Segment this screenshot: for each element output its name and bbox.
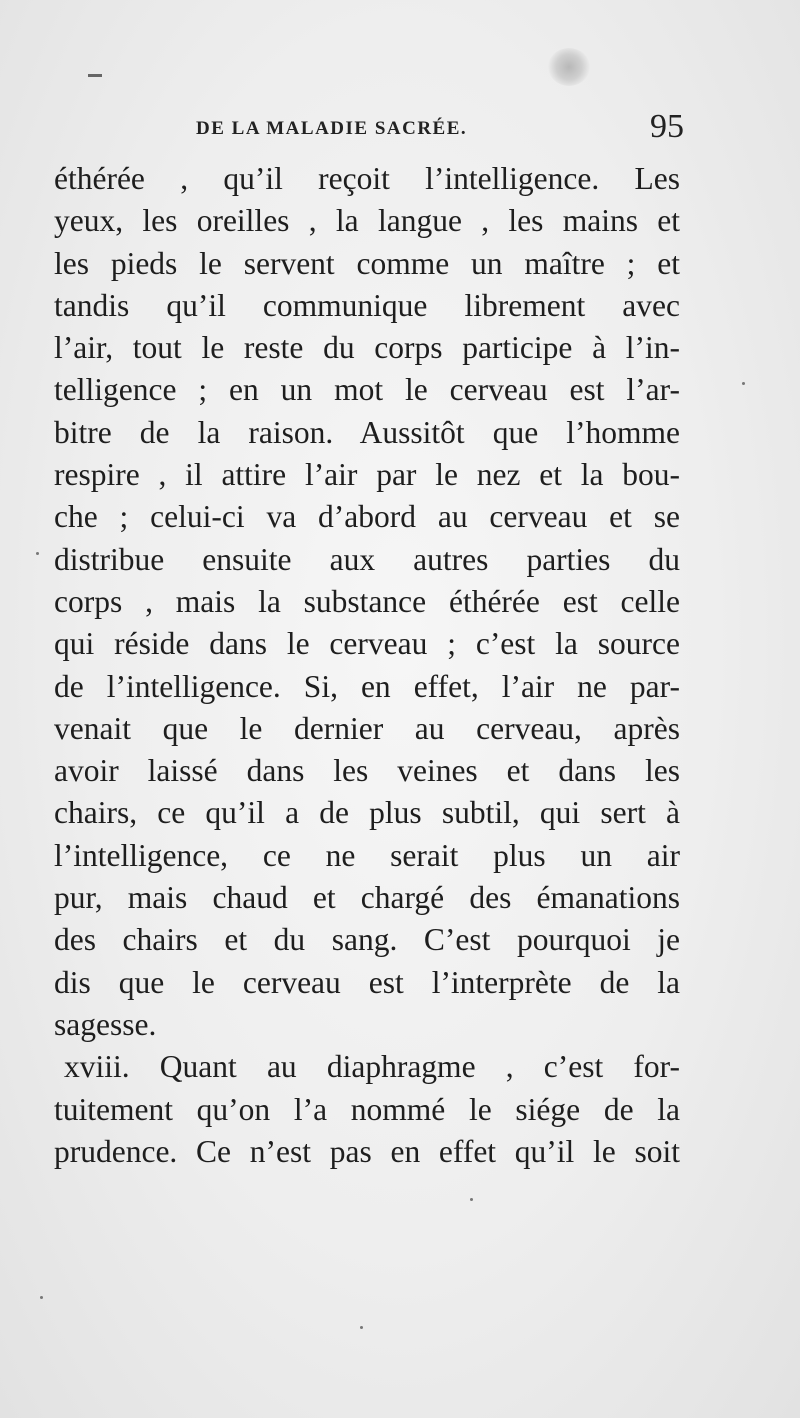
text-line: des chairs et du sang. C’est pourquoi je	[54, 922, 680, 958]
text-line: qui réside dans le cerveau ; c’est la source	[54, 626, 680, 662]
text-line: tuitement qu’on l’a nommé le siége de la	[54, 1091, 680, 1127]
paper-speck	[36, 552, 39, 555]
text-line: telligence ; en un mot le cerveau est l’ar-	[54, 372, 680, 408]
text-line: prudence. Ce n’est pas en effet qu’il le soit	[54, 1133, 680, 1169]
running-title: DE LA MALADIE SACRÉE.	[196, 118, 468, 139]
text-line: che ; celui-ci va d’abord au cerveau et se	[54, 499, 680, 535]
paper-speck	[40, 1296, 43, 1299]
margin-mark	[88, 74, 102, 77]
ink-stain	[548, 48, 590, 86]
text-line: distribue ensuite aux autres parties du	[54, 541, 680, 577]
text-line: l’intelligence, ce ne serait plus un air	[54, 837, 680, 873]
body-text	[54, 158, 680, 1173]
text-line-paragraph-end: sagesse.	[54, 1006, 157, 1042]
text-line: avoir laissé dans les veines et dans les	[54, 753, 680, 789]
text-line: pur, mais chaud et chargé des émanations	[54, 880, 680, 916]
page-number: 95	[650, 108, 684, 145]
text-line: dis que le cerveau est l’interprète de la	[54, 964, 680, 1000]
text-line: les pieds le servent comme un maître ; et	[54, 245, 680, 281]
text-line: venait que le dernier au cerveau, après	[54, 710, 680, 746]
text-line: de l’intelligence. Si, en effet, l’air ne par-	[54, 668, 680, 704]
text-line: corps , mais la substance éthérée est celle	[54, 583, 680, 619]
paper-speck	[470, 1198, 473, 1201]
text-line: l’air, tout le reste du corps participe à l’in-	[54, 330, 680, 366]
paper-speck	[360, 1326, 363, 1329]
text-line: bitre de la raison. Aussitôt que l’homme	[54, 414, 680, 450]
text-line: yeux, les oreilles , la langue , les mains et	[54, 203, 680, 239]
page-header	[52, 108, 692, 148]
text-line: tandis qu’il communique librement avec	[54, 287, 680, 323]
text-line: respire , il attire l’air par le nez et la bou-	[54, 457, 680, 493]
paper-speck	[742, 382, 745, 385]
text-line-paragraph-start: xviii. Quant au diaphragme , c’est for-	[64, 1049, 680, 1085]
text-line: éthérée , qu’il reçoit l’intelligence. Les	[54, 161, 680, 196]
text-line: chairs, ce qu’il a de plus subtil, qui sert à	[54, 795, 680, 831]
